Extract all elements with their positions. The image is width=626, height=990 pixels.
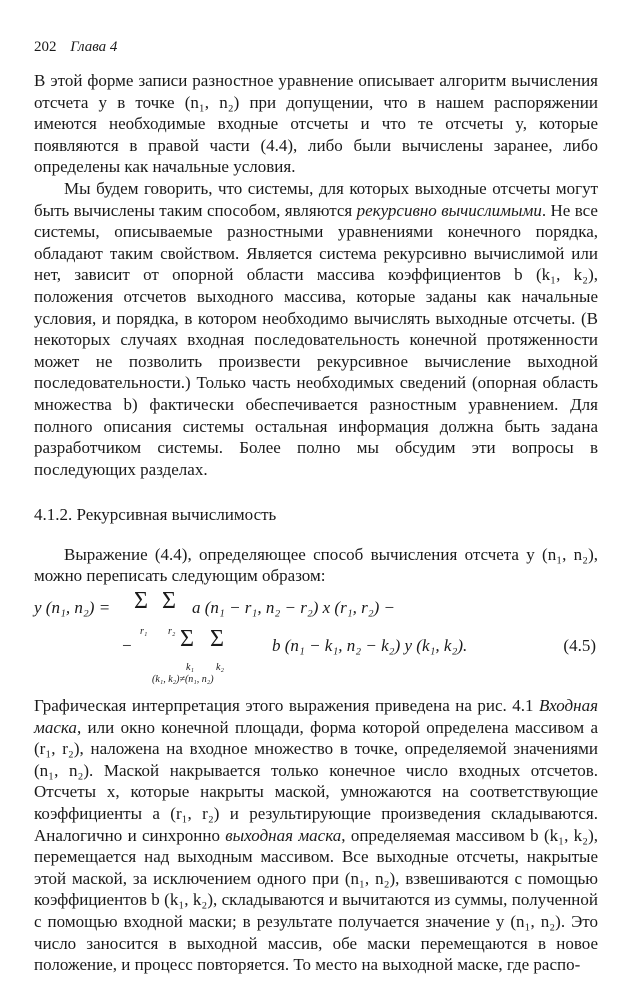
paragraph-3: Выражение (4.4), определяющее способ вычисления отсчета y (n₁, n₂), можно переписать следующим образом:: [34, 544, 598, 586]
sum-index-k2: k₂: [216, 662, 224, 674]
sum-condition: (k₁, k₂)≠(n₁, n₂): [152, 674, 214, 686]
page-number: 202: [34, 39, 57, 55]
paragraph-1: В этой форме записи разностное уравнение описывает алгоритм вычисления отсчета y в точке (n₁, n₂) при допущении, что в нашем распоряжении имеются необходимые входные отсчеты и что те отсчеты y, которые появляются в правой части (4.4), либо были вычислены заранее, либо определены как начальные условия.: [34, 71, 598, 177]
sum-symbol-r2: Σ: [162, 588, 176, 615]
equation-number: (4.5): [563, 636, 596, 656]
paragraph-4: [34, 695, 598, 976]
equation-term-2: b (n₁ − k₁, n₂ − k₂) y (k₁, k₂).: [272, 636, 468, 656]
sum-index-r1: r₁: [140, 626, 148, 638]
equation-4-5: [34, 588, 598, 686]
paragraph-2: [34, 178, 598, 480]
equation-lhs: y (n₁, n₂) =: [34, 598, 111, 618]
sum-symbol-r1: Σ: [134, 588, 148, 615]
equation-term-1: a (n₁ − r₁, n₂ − r₂) x (r₁, r₂) −: [192, 598, 396, 618]
paragraph-4-text-b: , или окно конечной площади, форма которой определена массивом a (r₁, r₂), наложена на входное множество в точке, определяемой значениями (n₁, n₂). Маской накрывается только конечное число входных отсчетов. Отсчеты x, которые накрыты маской, умножаются на соответствующие коэффициенты a (r₁, r₂) и результирующие произведения складываются. Аналогично и синхронно: [34, 717, 598, 845]
sum-index-r2: r₂: [168, 626, 176, 638]
page-header: [34, 38, 598, 56]
term-recursively-computable: рекурсивно вычислимыми: [356, 200, 542, 220]
section-heading: 4.1.2. Рекурсивная вычислимость: [34, 505, 277, 525]
chapter-title: Глава 4: [70, 39, 118, 55]
term-output-mask: выходная маска: [225, 825, 342, 845]
term-input-mask: Входная маска: [34, 696, 598, 737]
sum-symbol-k1: Σ: [180, 626, 194, 653]
paragraph-2-text-b: . Не все системы, описываемые разностными уравнениями конечного порядка, обладают таким свойством. Является система рекурсивно вычислимой или нет, зависит от опорной области массива коэффициентов b (k₁, k₂), положения отсчетов выходного массива, которые заданы как начальные условия, и порядка, в котором необходимо вычислять выходные отсчеты. (В некоторых случаях входная последовательность конечной протяженности может не позволить произвести рекурсивное вычисление выходной последовательности.) Только часть необходимых сведений (опорная область множества b) фактически обеспечивается разностным уравнением. Для полного описания системы остальная информация должна быть задана разработчиком системы. Более полно мы обсудим эти вопросы в последующих разделах.: [34, 200, 598, 479]
paragraph-4-text-c: , определяемая массивом b (k₁, k₂), перемещается над выходным массивом. Все выходные отсчеты, накрытые этой маской, за исключением одного при (n₁, n₂), взвешиваются с помощью коэффициентов b (k₁, k₂), складываются и вычитаются из суммы, полученной с помощью входной маски; в результате получается значение y (n₁, n₂). Это число заносится в выходной массив, обе маски перемещаются в новое положение, и процесс повторяется. То место на выходной маске, где распо-: [34, 825, 598, 975]
paragraph-4-text-a: Графическая интерпретация этого выражения приведена на рис. 4.1: [34, 696, 540, 716]
paragraph-2-text-a: Мы будем говорить, что системы, для которых выходные отсчеты могут быть вычислены таким способом, являются: [34, 178, 598, 220]
equation-minus: −: [122, 636, 132, 656]
sum-index-k1: k₁: [186, 662, 194, 674]
sum-symbol-k2: Σ: [210, 626, 224, 653]
